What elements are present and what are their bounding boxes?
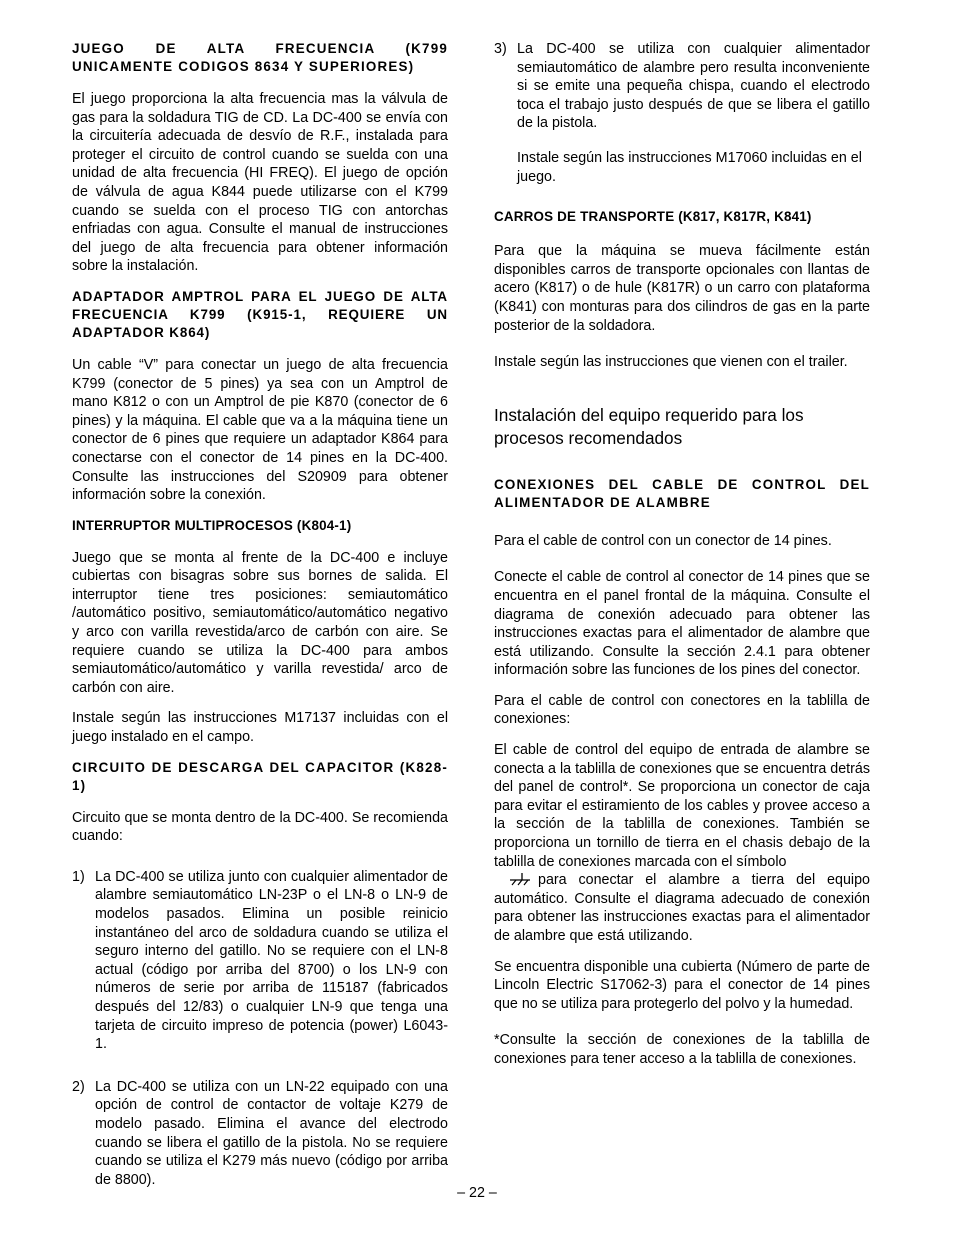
paragraph-footnote: *Consulte la sección de conexiones de la tablilla de conexiones para tener acceso a la tablilla de conexiones.: [494, 1032, 870, 1067]
list-item-2: [72, 1078, 448, 1190]
page-number: – 22 –: [457, 1185, 497, 1201]
list-item-1: [72, 868, 448, 1054]
paragraph-transport-carts: Para que la máquina se mueva fácilmente están disponibles carros de transporte opcionales con llantas de acero (K817) o de hule (K817R) o un carro con plataforma (K841) con monturas para dos cilindros de gas en la parte posterior de la soldadora.: [494, 243, 870, 334]
heading-high-frequency-kit: JUEGO DE ALTA FRECUENCIA (K799 UNICAMENTE CODIGOS 8634 Y SUPERIORES): [72, 41, 448, 74]
paragraph-capacitor-discharge: Circuito que se monta dentro de la DC-400. Se recomienda cuando:: [72, 809, 448, 845]
list-item-3-text: La DC-400 se utiliza con cualquier alimentador semiautomático de alambre pero resulta inconveniente si se emite una pequeña chispa, cuando el electrodo toca el trabajo justo después de que se libera el gatillo de la pistola.: [517, 41, 870, 132]
paragraph-14-pin-connect: Conecte el cable de control al conector de 14 pines que se encuentra en el panel frontal de la máquina. Consulte el diagrama de conexión adecuado para obtener las instrucciones exactas para el alimentador de alambre que está utilizando. Consulte la sección 2.4.1 para obtener información sobre las funciones de los pines del conector.: [494, 569, 870, 679]
terminal-strip-text-b: para conectar el alambre a tierra del equipo automático. Consulte el diagrama adecuado de conexión para obtener las instrucciones exactas para el alimentador de alambre que está utilizando.: [494, 872, 870, 944]
list-item-3: [494, 40, 870, 133]
paragraph-multiprocess-install: Instale según las instrucciones M17137 incluidas con el juego instalado en el campo.: [72, 710, 448, 746]
terminal-strip-text-a: El cable de control del equipo de entrada de alambre se conecta a la tablilla de conexiones que se encuentra detrás del panel de control*. Se proporciona un conector de caja para evitar el estiramiento de los cables y provee acceso a la sección de la tablilla de conexiones. También se proporciona un tornillo de tierra en el chasis debajo de la tablilla de conexiones marcada con el símbolo: [494, 742, 870, 870]
heading-control-cable-connections: CONEXIONES DEL CABLE DE CONTROL DEL ALIMENTADOR DE ALAMBRE: [494, 476, 870, 510]
paragraph-14-pin-intro: Para el cable de control con un conector de 14 pines.: [494, 532, 832, 549]
left-column: [72, 40, 448, 1201]
section-title-required-equipment: Instalación del equipo requerido para los procesos recomendados: [494, 404, 804, 448]
heading-transport-carts: CARROS DE TRANSPORTE (K817, K817R, K841): [494, 209, 812, 225]
paragraph-terminal-strip-intro: Para el cable de control con conectores en la tablilla de conexiones:: [494, 692, 870, 728]
paragraph-terminal-strip-connect: [494, 741, 870, 946]
paragraph-amptrol-adapter: Un cable “V” para conectar un juego de alta frecuencia K799 (conector de 5 pines) ya sea con un Amptrol de mano K812 o con un Amptrol de pie K870 (conector de 6 pines) y la máquina. El cable que va a la máquina tiene un conector de 6 pines que requiere un adaptador K864 para conectarse con el conector de 14 pines en la DC-400. Consulte las instrucciones del S20909 para obtener información sobre la conexión.: [72, 356, 448, 504]
list-item-3-note: Instale según las instrucciones M17060 incluidas en el juego.: [517, 149, 862, 185]
list-item-1-number: 1): [72, 868, 85, 885]
right-column: [494, 40, 870, 1081]
heading-multiprocess-switch: INTERRUPTOR MULTIPROCESOS (K804-1): [72, 517, 352, 533]
paragraph-multiprocess-switch: Juego que se monta al frente de la DC-400 e incluye cubiertas con bisagras sobre sus bornes de salida. El interruptor tiene tres posiciones: semiautomático /automático positivo, semiautomático/automático negativo y arco con varilla revestida/arco de carbón con aire. Se requiere cuando se utiliza la DC-400 para ambos semiautomático/automático y varilla revestida/ arco de carbón con aire.: [72, 549, 448, 696]
paragraph-high-frequency-kit: El juego proporciona la alta frecuencia mas la válvula de gas para la soldadura TIG de CD. La DC-400 se envía con la circuitería adecuada de desvío de R.F., instalada para proteger el circuito de control cuando se suelda con una unidad de alta frecuencia (HI FREQ). El juego de opción de válvula de agua K844 puede utilizarse con el K799 cuando se suelda con el proceso TIG con antorchas enfriadas con agua. Consulte el manual de instrucciones del juego de alta frecuencia para obtener información sobre la instalación.: [72, 91, 448, 275]
paragraph-connector-cover: Se encuentra disponible una cubierta (Número de parte de Lincoln Electric S17062-3) para el conector de 14 pines que no se utiliza para protegerlo del polvo y la humedad.: [494, 958, 870, 1012]
list-item-2-text: La DC-400 se utiliza con un LN-22 equipado con una opción de control de contactor de voltaje K279 de modelo pasado. Elimina el avance del electrodo cuando se libera el gatillo de la pistola. No se requiere cuando se utiliza el K279 más nuevo (código por arriba de 8800).: [95, 1078, 448, 1188]
paragraph-transport-install: Instale según las instrucciones que vienen con el trailer.: [494, 354, 848, 371]
chassis-ground-icon: [508, 872, 532, 886]
list-item-1-text: La DC-400 se utiliza junto con cualquier alimentador de alambre semiautomático LN-23P o el LN-8 o LN-9 de modelos pasados. Elimina un posible reinicio instantáneo del arco de soldadura cuando se utiliza el seguro interno del gatillo. No se requiere con el LN-8 actual (código por arriba del 8700) o los LN-9 con números de serie por arriba de 115187 (fabricados después del 12/83) o cualquier LN-9 que tenga una tarjeta de circuito impreso de potencia (power) L6043-1.: [95, 868, 448, 1053]
heading-amptrol-adapter: ADAPTADOR AMPTROL PARA EL JUEGO DE ALTA FRECUENCIA K799 (K915-1, REQUIERE UN ADAPTADOR K864): [72, 288, 448, 340]
heading-capacitor-discharge: CIRCUITO DE DESCARGA DEL CAPACITOR (K828-1): [72, 759, 448, 793]
list-item-3-number: 3): [494, 41, 507, 57]
list-item-2-number: 2): [72, 1078, 85, 1095]
